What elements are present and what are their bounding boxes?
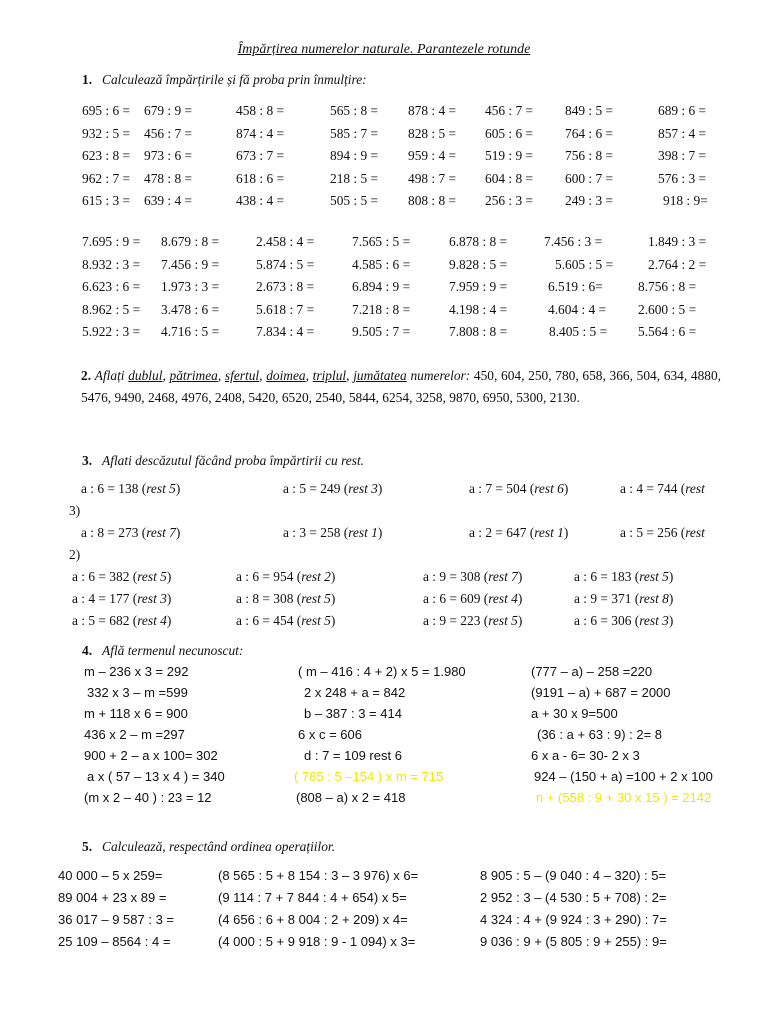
division-exercise: 438 : 4 = bbox=[236, 193, 285, 208]
equation: 6 x c = 606 bbox=[298, 727, 362, 742]
operation-exercise: 89 004 + 23 x 89 = bbox=[58, 890, 167, 905]
exercise-instruction: Calculează, respectând ordinea operațiilor. bbox=[102, 839, 335, 854]
equation: 2 x 248 + a = 842 bbox=[304, 685, 406, 700]
division-exercise: 576 : 3 = bbox=[658, 170, 707, 186]
division-exercise: 2.764 : 2 = bbox=[648, 256, 707, 272]
division-exercise: 9.828 : 5 = bbox=[449, 256, 508, 272]
division-exercise: 218 : 5 = bbox=[330, 170, 379, 186]
equation: 436 x 2 – m =297 bbox=[84, 727, 185, 742]
division-exercise: 615 : 3 = bbox=[82, 193, 131, 208]
equation: (777 – a) – 258 =220 bbox=[531, 664, 653, 679]
operation-exercise: 40 000 – 5 x 259= bbox=[58, 868, 163, 883]
division-exercise: 5.564 : 6 = bbox=[638, 324, 697, 339]
rest-equation: a : 6 = 382 (rest 5) bbox=[72, 569, 172, 584]
rest-equation-wrap: 3) bbox=[69, 503, 81, 518]
division-exercise: 4.198 : 4 = bbox=[449, 301, 508, 317]
division-exercise: 689 : 6 = bbox=[658, 103, 707, 118]
division-exercise: 5.922 : 3 = bbox=[82, 324, 141, 339]
division-exercise: 398 : 7 = bbox=[658, 148, 707, 163]
division-exercise: 505 : 5 = bbox=[330, 193, 379, 208]
rest-equation: a : 8 = 308 (rest 5) bbox=[236, 591, 336, 606]
operation-exercise: (4 656 : 6 + 8 004 : 2 + 209) x 4= bbox=[218, 912, 408, 927]
division-exercise: 8.405 : 5 = bbox=[549, 324, 608, 339]
rest-equation: a : 5 = 249 (rest 3) bbox=[283, 481, 383, 496]
exercise-4-heading bbox=[82, 643, 243, 659]
division-exercise: 1.849 : 3 = bbox=[648, 234, 707, 249]
exercise-instruction: Aflați dublul, pătrimea, sfertul, doimea, triplul, jumătatea numerelor: bbox=[94, 368, 471, 383]
division-exercise: 808 : 8 = bbox=[408, 193, 457, 208]
division-exercise: 456 : 7 = bbox=[144, 125, 193, 141]
operation-exercise: 36 017 – 9 587 : 3 = bbox=[58, 912, 175, 927]
equation: (36 : a + 63 : 9) : 2= 8 bbox=[537, 727, 663, 742]
division-exercise: 256 : 3 = bbox=[485, 193, 534, 208]
division-exercise: 673 : 7 = bbox=[236, 148, 285, 163]
division-exercise: 7.695 : 9 = bbox=[82, 234, 141, 249]
rest-equation: a : 9 = 371 (rest 8) bbox=[574, 591, 674, 606]
equation: m – 236 x 3 = 292 bbox=[84, 664, 189, 679]
division-exercise: 4.716 : 5 = bbox=[161, 324, 220, 339]
rest-equation: a : 6 = 138 (rest 5) bbox=[81, 481, 181, 496]
division-exercise: 585 : 7 = bbox=[330, 125, 379, 141]
division-exercise: 878 : 4 = bbox=[408, 103, 457, 118]
equation: b – 387 : 3 = 414 bbox=[304, 706, 402, 721]
division-exercise: 932 : 5 = bbox=[82, 125, 131, 141]
rest-equation: a : 4 = 744 (rest bbox=[620, 481, 705, 496]
operation-exercise: (4 000 : 5 + 9 918 : 9 - 1 094) x 3= bbox=[218, 934, 416, 949]
division-exercise: 1.973 : 3 = bbox=[161, 279, 220, 294]
equation: ( 785 : 5 –154 ) x m = 715 bbox=[294, 769, 444, 784]
division-exercise: 4.585 : 6 = bbox=[352, 256, 411, 272]
division-exercise: 918 : 9= bbox=[663, 193, 708, 208]
exercise-1-heading bbox=[82, 72, 367, 88]
division-exercise: 695 : 6 = bbox=[82, 103, 131, 118]
division-exercise: 4.604 : 4 = bbox=[548, 301, 607, 317]
exercise-2 bbox=[81, 365, 721, 409]
exercise-number: 1. bbox=[82, 72, 93, 87]
division-exercise: 857 : 4 = bbox=[658, 125, 707, 141]
division-exercise: 7.218 : 8 = bbox=[352, 301, 411, 317]
division-exercise: 2.600 : 5 = bbox=[638, 301, 697, 317]
division-exercise: 2.673 : 8 = bbox=[256, 279, 315, 294]
division-exercise: 5.605 : 5 = bbox=[555, 256, 614, 272]
division-exercise: 600 : 7 = bbox=[565, 170, 614, 186]
equation: 6 x a - 6= 30- 2 x 3 bbox=[531, 748, 640, 763]
exercise-number: 3. bbox=[82, 453, 93, 468]
rest-equation: a : 6 = 454 (rest 5) bbox=[236, 613, 336, 628]
division-exercise: 565 : 8 = bbox=[330, 103, 379, 118]
division-exercise: 894 : 9 = bbox=[330, 148, 379, 163]
rest-equation: a : 8 = 273 (rest 7) bbox=[81, 525, 181, 540]
division-exercise: 8.756 : 8 = bbox=[638, 279, 697, 294]
exercise-instruction: Calculează împărțirile și fă proba prin înmulțire: bbox=[102, 72, 367, 87]
division-exercise: 756 : 8 = bbox=[565, 148, 614, 163]
division-exercise: 5.874 : 5 = bbox=[256, 256, 315, 272]
division-exercise: 604 : 8 = bbox=[485, 170, 534, 186]
division-exercise: 7.565 : 5 = bbox=[352, 234, 411, 249]
division-exercise: 973 : 6 = bbox=[144, 148, 193, 163]
division-exercise: 7.456 : 3 = bbox=[544, 234, 603, 249]
division-exercise: 618 : 6 = bbox=[236, 170, 285, 186]
equation: n + (558 : 9 + 30 x 15 ) = 2142 bbox=[536, 790, 712, 805]
division-exercise: 6.878 : 8 = bbox=[449, 234, 508, 249]
operation-exercise: 25 109 – 8564 : 4 = bbox=[58, 934, 171, 949]
division-exercise: 828 : 5 = bbox=[408, 125, 457, 141]
exercise-5-heading bbox=[82, 839, 335, 855]
rest-equation: a : 6 = 609 (rest 4) bbox=[423, 591, 523, 606]
equation: d : 7 = 109 rest 6 bbox=[304, 748, 402, 763]
rest-equation: a : 9 = 223 (rest 5) bbox=[423, 613, 523, 628]
division-exercise: 478 : 8 = bbox=[144, 170, 193, 186]
division-exercise: 7.959 : 9 = bbox=[449, 279, 508, 294]
operation-exercise: (9 114 : 7 + 7 844 : 4 + 654) x 5= bbox=[218, 890, 407, 905]
equation: (9191 – a) + 687 = 2000 bbox=[531, 685, 671, 700]
equation: (808 – a) x 2 = 418 bbox=[296, 790, 406, 805]
rest-equation: a : 5 = 256 (rest bbox=[620, 525, 705, 540]
exercise-instruction: Aflati descăzutul făcând proba împărtirii cu rest. bbox=[102, 453, 365, 468]
operation-exercise: 9 036 : 9 + (5 805 : 9 + 255) : 9= bbox=[480, 934, 667, 949]
number-list: 450, 604, 250, 780, 658, 366, 504, 634, 4880, 5476, 9490, 2468, 4976, 2408, 5420, 6520, 2540, 5844, 6254, 3258, 9870, 6950, 5300, 2130. bbox=[81, 368, 722, 405]
exercise-instruction: Află termenul necunoscut: bbox=[102, 643, 244, 658]
operation-exercise: (8 565 : 5 + 8 154 : 3 – 3 976) x 6= bbox=[218, 868, 419, 883]
exercise-number: 4. bbox=[82, 643, 93, 658]
equation: m + 118 x 6 = 900 bbox=[84, 706, 188, 721]
division-exercise: 5.618 : 7 = bbox=[256, 301, 315, 317]
division-exercise: 874 : 4 = bbox=[236, 125, 285, 141]
rest-equation: a : 4 = 177 (rest 3) bbox=[72, 591, 172, 606]
equation: 924 – (150 + a) =100 + 2 x 100 bbox=[534, 769, 713, 784]
division-exercise: 679 : 9 = bbox=[144, 103, 193, 118]
division-exercise: 7.808 : 8 = bbox=[449, 324, 508, 339]
division-exercise: 849 : 5 = bbox=[565, 103, 614, 118]
division-exercise: 6.519 : 6= bbox=[548, 279, 603, 294]
rest-equation-wrap: 2) bbox=[69, 547, 81, 562]
rest-equation: a : 6 = 183 (rest 5) bbox=[574, 569, 674, 584]
rest-equation: a : 3 = 258 (rest 1) bbox=[283, 525, 383, 540]
division-exercise: 764 : 6 = bbox=[565, 125, 614, 141]
division-exercise: 962 : 7 = bbox=[82, 170, 131, 186]
division-exercise: 6.894 : 9 = bbox=[352, 279, 411, 294]
rest-equation: a : 2 = 647 (rest 1) bbox=[469, 525, 569, 540]
equation: a + 30 x 9=500 bbox=[531, 706, 618, 721]
division-exercise: 639 : 4 = bbox=[144, 193, 193, 208]
division-exercise: 8.962 : 5 = bbox=[82, 301, 141, 317]
rest-equation: a : 7 = 504 (rest 6) bbox=[469, 481, 569, 496]
division-exercise: 605 : 6 = bbox=[485, 125, 534, 141]
division-exercise: 8.932 : 3 = bbox=[82, 256, 141, 272]
rest-equation: a : 5 = 682 (rest 4) bbox=[72, 613, 172, 628]
rest-equation: a : 6 = 306 (rest 3) bbox=[574, 613, 674, 628]
division-exercise: 7.834 : 4 = bbox=[256, 324, 315, 339]
division-exercise: 623 : 8 = bbox=[82, 148, 131, 163]
division-exercise: 519 : 9 = bbox=[485, 148, 534, 163]
equation: 900 + 2 – a x 100= 302 bbox=[84, 748, 218, 763]
operation-exercise: 8 905 : 5 – (9 040 : 4 – 320) : 5= bbox=[480, 868, 667, 883]
division-exercise: 2.458 : 4 = bbox=[256, 234, 315, 249]
division-exercise: 498 : 7 = bbox=[408, 170, 457, 186]
equation: 332 x 3 – m =599 bbox=[87, 685, 188, 700]
equation: ( m – 416 : 4 + 2) x 5 = 1.980 bbox=[298, 664, 466, 679]
rest-equation: a : 6 = 954 (rest 2) bbox=[236, 569, 336, 584]
exercise-number: 5. bbox=[82, 839, 93, 854]
operation-exercise: 2 952 : 3 – (4 530 : 5 + 708) : 2= bbox=[480, 890, 667, 905]
page-title: Împărțirea numerelor naturale. Parantezele rotunde bbox=[237, 42, 531, 57]
equation: a x ( 57 – 13 x 4 ) = 340 bbox=[87, 769, 225, 784]
exercise-number: 2. bbox=[81, 368, 92, 383]
division-exercise: 7.456 : 9 = bbox=[161, 256, 220, 272]
rest-equation: a : 9 = 308 (rest 7) bbox=[423, 569, 523, 584]
division-exercise: 8.679 : 8 = bbox=[161, 234, 220, 249]
division-exercise: 6.623 : 6 = bbox=[82, 279, 141, 294]
division-exercise: 458 : 8 = bbox=[236, 103, 285, 118]
division-exercise: 9.505 : 7 = bbox=[352, 324, 411, 339]
division-exercise: 456 : 7 = bbox=[485, 103, 534, 118]
operation-exercise: 4 324 : 4 + (9 924 : 3 + 290) : 7= bbox=[480, 912, 667, 927]
division-exercise: 249 : 3 = bbox=[565, 193, 614, 208]
equation: (m x 2 – 40 ) : 23 = 12 bbox=[84, 790, 212, 805]
division-exercise: 959 : 4 = bbox=[408, 148, 457, 163]
division-exercise: 3.478 : 6 = bbox=[161, 301, 220, 317]
exercise-3-heading bbox=[82, 453, 364, 469]
